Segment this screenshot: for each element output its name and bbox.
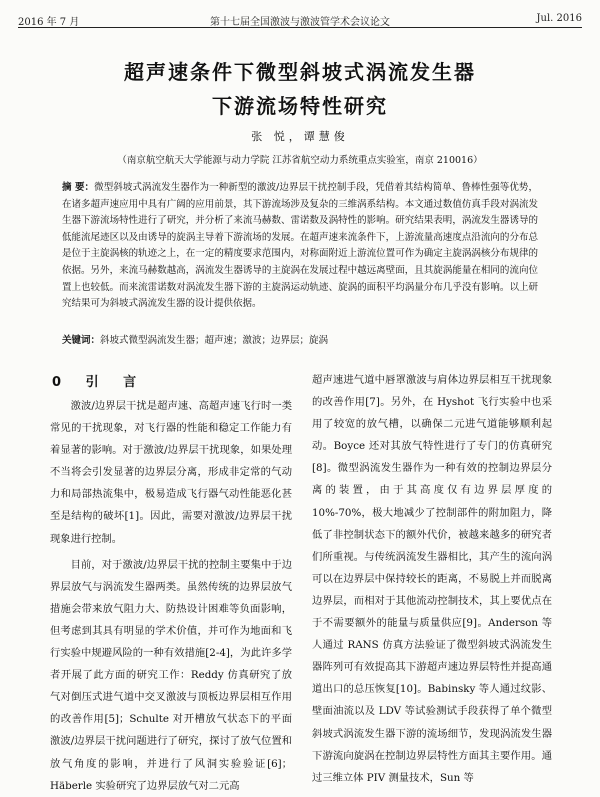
affiliation: （南京航空航天大学能源与动力学院 江苏省航空动力系统重点实验室，南京 210016） bbox=[117, 155, 483, 166]
abstract-label: 摘 要： bbox=[62, 182, 95, 193]
keywords-label: 关键词： bbox=[62, 335, 101, 346]
abstract-text: 微型斜坡式涡流发生器作为一种新型的激波/边界层干扰控制手段，凭借着其结构简单、鲁棒性强等优势，在诸多超声速应用中具有广阔的应用前景，其下游流场涉及复杂的三维涡系结构。本文通过数值仿真手段对涡流发生器下游流场特性进行了研究，并分析了来流马赫数、雷诺数及涡特性的影响。研究结果表明，涡流发生器诱导的低能流尾迹区以及由诱导的旋涡主导着下游流场的发展。在超声速来流条件下，上游流量高速度点沿流向的分布总是位于主旋涡核的轨迹之上，在一定的精度要求范围内，对称面附近上游流位置可作为确定主旋涡涡核分布规律的依据。另外，来流马赫数越高，涡流发生器诱导的主旋涡在发展过程中越远离壁面，且其旋涡能量在相同的流向位置上也较低。而来流雷诺数对涡流发生器下游的主旋涡运动轨迹、旋涡的面积平均涡量分布几乎没有影响。以上研究结果可为斜坡式涡流发生器的设计提供依据。 bbox=[62, 182, 539, 310]
header-conference: 第十七届全国激波与激波管学术会议论文 bbox=[210, 17, 390, 28]
authors: 张 悦，谭慧俊 bbox=[251, 130, 349, 143]
paper-title-line2: 下游流场特性研究 bbox=[212, 94, 388, 118]
paper-title-line1: 超声速条件下微型斜坡式涡流发生器 bbox=[124, 60, 476, 84]
paragraph: 目前，对于激波/边界层干扰的控制主要集中于边界层放气与涡流发生器两类。虽然传统的边界层放气措施会带来放气阻力大、防热设计困难等负面影响，但考虑到其具有明显的学术价值，并可作为地面和飞行实验中规避风险的一种有效措施[2-4]，为此许多学者开展了此方面的研究工作：Reddy 仿真研究了放气对倒压式进气道中交叉激波与顶板边界层相互作用的改善作用[5]；Schulte 对开槽放气状态下的平面激波/边界层干扰问题进行了研究，探讨了放气位置和放气角度的影响，并进行了风洞实验验证[6]；Häberle 实验研究了边界层放气对二元高 bbox=[50, 558, 292, 792]
section-heading: 0 引 言 bbox=[52, 375, 147, 390]
header-date: 2016 年 7 月 bbox=[18, 17, 80, 28]
header-rule bbox=[18, 27, 582, 28]
page-header bbox=[18, 9, 582, 29]
header-date-en: Jul. 2016 bbox=[536, 13, 582, 24]
paragraph: 超声速进气道中唇罩激波与肩体边界层相互干扰现象的改善作用[7]。另外，在 Hyshot 飞行实验中也采用了较宽的放气槽，以确保二元进气道能够顺利起动。Boyce 还对其放气特性进行了专门的仿真研究[8]。微型涡流发生器作为一种有效的控制边界层分离的装置，由于其高度仅有边界层厚度的10%-70%，极大地减少了控制部件的附加阻力，降低了非控制状态下的额外代价，被越来越多的研究者们所重视。与传统涡流发生器相比，其产生的流向涡可以在边界层中保持较长的距离，不易脱上并而脱离边界层，而相对于其他流动控制技术，其上要优点在于不需要额外的能量与质量供应[9]。Anderson 等人通过 RANS 仿真方法验证了微型斜坡式涡流发生器阵列可有效提高其下游超声速边界层特性并提高通道出口的总压恢复[10]。Babinsky 等人通过纹影、壁面油流以及 LDV 等试验测试手段获得了单个微型斜坡式涡流发生器下游的流场细节，发现涡流发生器下游流向旋涡在控制边界层特性方面其主要作用。通过三维立体 PIV 测量技术，Sun 等 bbox=[312, 374, 552, 784]
keywords bbox=[62, 332, 538, 346]
keywords-text: 斜坡式微型涡流发生器；超声速；激波；边界层；旋涡 bbox=[100, 335, 329, 346]
abstract bbox=[62, 180, 538, 313]
right-column bbox=[312, 369, 552, 789]
left-column bbox=[50, 395, 292, 797]
paragraph: 激波/边界层干扰是超声速、高超声速飞行时一类常见的干扰现象，对飞行器的性能和稳定工作能力有着显著的影响。对于激波/边界层干扰现象，如果处理不当将会引发显著的边界层分离，形成非定常的气动力和局部热流集中，极易造成飞行器气动性能恶化甚至是结构的破坏[1]。因此，需要对激波/边界层干扰现象进行控制。 bbox=[50, 400, 292, 545]
